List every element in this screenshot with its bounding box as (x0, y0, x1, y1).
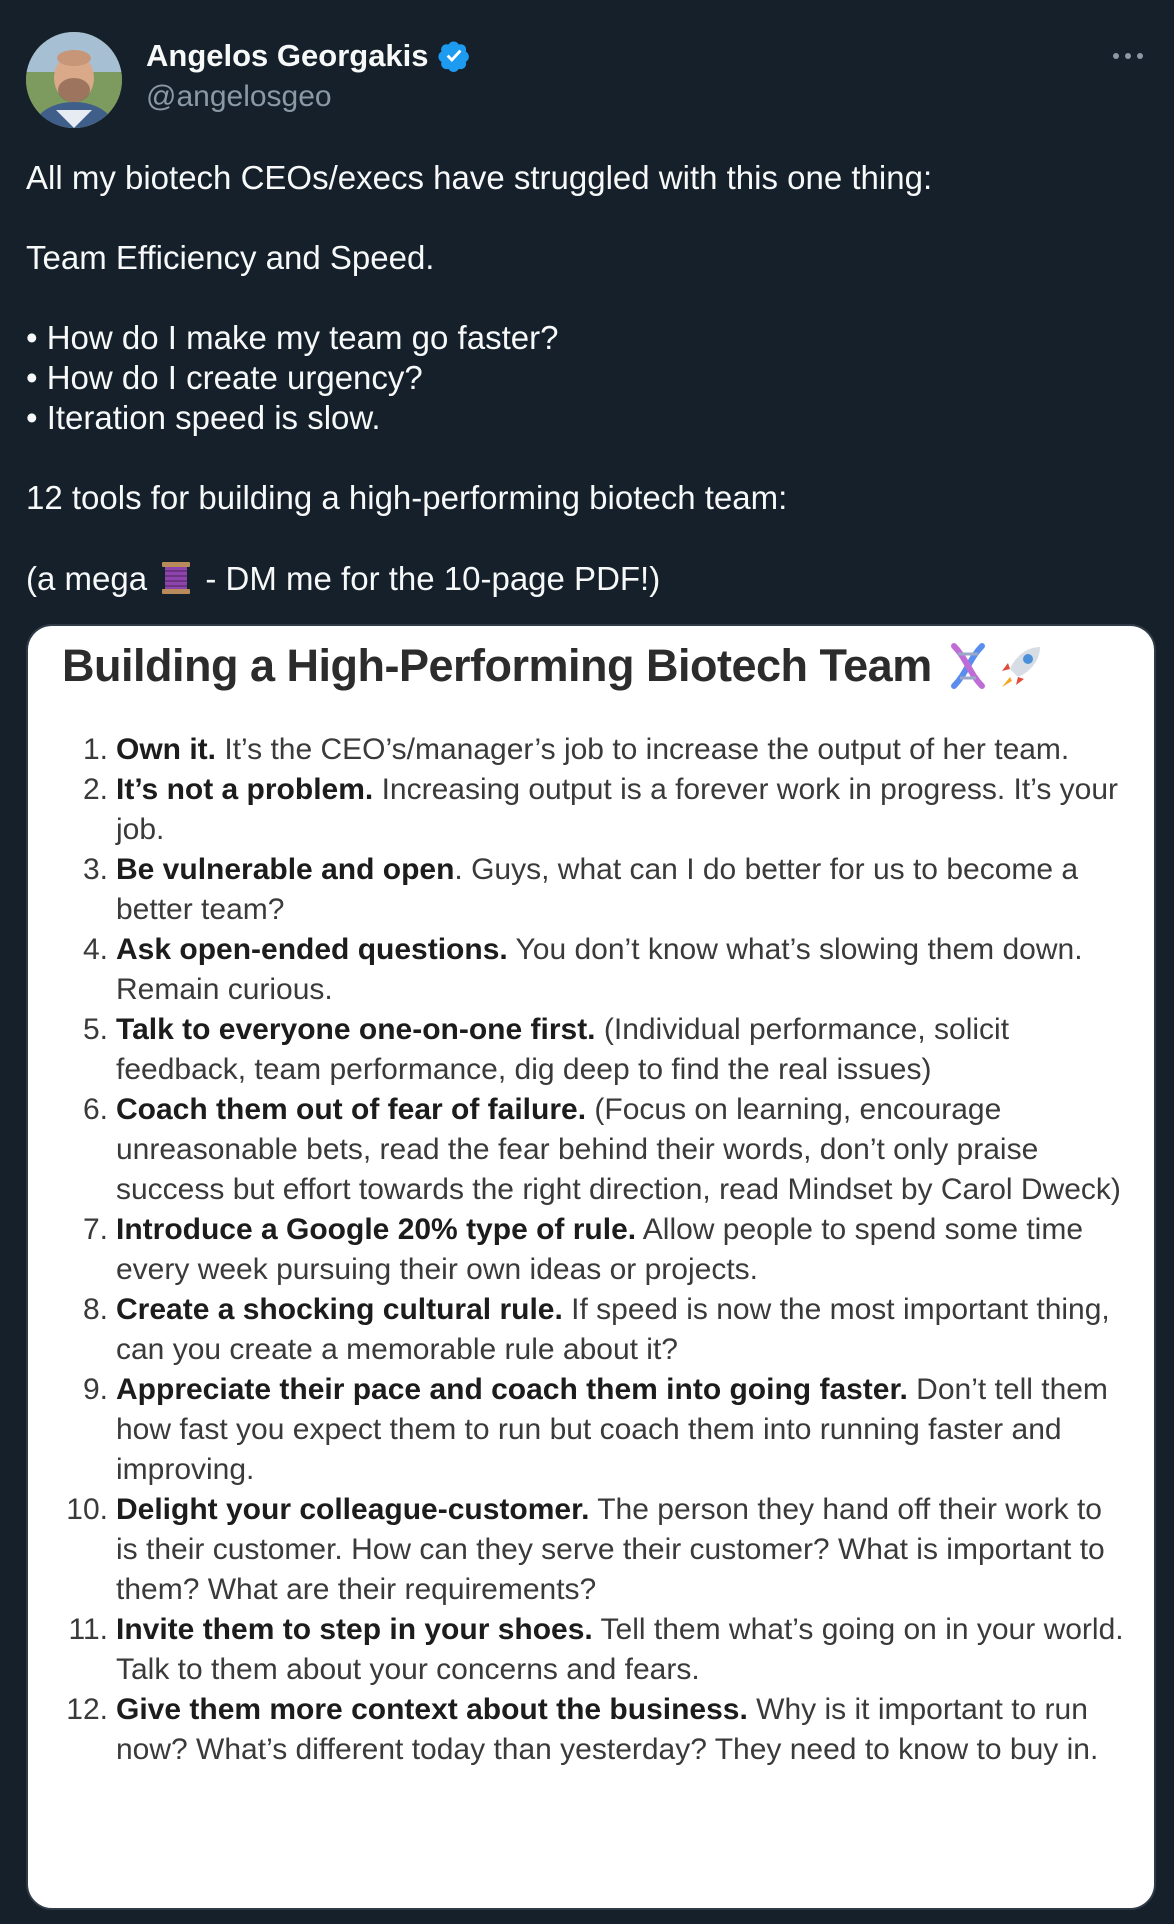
verified-badge-icon (437, 39, 471, 73)
tweet-line-2: Team Efficiency and Speed. (26, 239, 435, 276)
list-item (28, 1370, 1152, 1490)
list-item (28, 1490, 1152, 1610)
list-item-number: 11. (68, 1613, 108, 1646)
list-item-heading: Own it. (116, 733, 216, 766)
author-name-text[interactable]: Angelos Georgakis (146, 38, 429, 73)
list-item-text: Don’t tell them how fast you expect them to run but coach them into running faster and improving. (116, 1373, 1108, 1486)
list-item (28, 930, 1152, 1010)
list-item-text: Increasing output is a forever work in progress. It’s your job. (116, 773, 1119, 846)
list-item (28, 1690, 1152, 1770)
list-item-heading: Introduce a Google 20% type of rule. (116, 1213, 637, 1246)
list-item-number: 6. (82, 1093, 108, 1126)
list-item-text: The person they hand off their work to is their customer. How can they serve their customer? What is important to them? What are their requirements? (116, 1493, 1105, 1606)
tweet-header (26, 32, 1148, 128)
tweet-line-4-before: (a mega (26, 560, 157, 597)
list-item (28, 1210, 1152, 1290)
tweet-line-1: All my biotech CEOs/execs have struggled with this one thing: (26, 159, 933, 196)
list-item-number: 5. (82, 1013, 108, 1046)
tweet-bullet: • How do I make my team go faster? (26, 319, 559, 356)
ellipsis-icon[interactable] (1108, 46, 1148, 66)
list-item-heading: Talk to everyone one-on-one first. (116, 1013, 596, 1046)
list-item-heading: Coach them out of fear of failure. (116, 1093, 587, 1126)
list-item (28, 1090, 1152, 1210)
card-title-text: Building a High-Performing Biotech Team (62, 640, 932, 691)
author-names (146, 38, 471, 114)
list-item-number: 7. (82, 1213, 108, 1246)
tools-list (28, 730, 1152, 1770)
list-item-heading: Give them more context about the business. (116, 1693, 748, 1726)
list-item (28, 850, 1152, 930)
rocket-icon (996, 641, 1046, 691)
list-item-text: If speed is now the most important thing, can you create a memorable rule about it? (116, 1293, 1110, 1366)
list-item (28, 1610, 1152, 1690)
list-item (28, 770, 1152, 850)
avatar[interactable] (26, 32, 122, 128)
author-handle[interactable]: @angelosgeo (146, 80, 332, 113)
tweet-line-4 (26, 558, 1146, 599)
list-item-heading: Delight your colleague-customer. (116, 1493, 590, 1526)
list-item-text: Tell them what’s going on in your world. Talk to them about your concerns and fears. (116, 1613, 1124, 1686)
list-item-heading: Ask open-ended questions. (116, 933, 508, 966)
list-item-text: You don’t know what’s slowing them down. Remain curious. (116, 933, 1083, 1006)
title-icons (946, 641, 1046, 691)
dna-icon (946, 642, 990, 690)
tweet-bullet: • How do I create urgency? (26, 359, 423, 396)
list-item-text: Allow people to spend some time every week pursuing their own ideas or projects. (116, 1213, 1084, 1286)
list-item-number: 9. (82, 1373, 108, 1406)
list-item-number: 10. (66, 1493, 108, 1526)
author-display-name[interactable] (146, 38, 471, 74)
list-item-heading: Invite them to step in your shoes. (116, 1613, 593, 1646)
list-item-number: 2. (82, 773, 108, 806)
tweet-text (26, 158, 1146, 599)
list-item-text: . Guys, what can I do better for us to become a better team? (116, 853, 1079, 926)
list-item-number: 4. (82, 933, 108, 966)
list-item-heading: It’s not a problem. (116, 773, 374, 806)
attached-image-card[interactable] (26, 624, 1156, 1910)
list-item-text: Why is it important to run now? What’s different today than yesterday? They need to know to buy in. (116, 1693, 1099, 1766)
list-item-text: (Focus on learning, encourage unreasonable bets, read the fear behind their words, don’t only praise success but effort towards the right direction, read Mindset by Carol Dweck) (116, 1093, 1121, 1206)
list-item-heading: Be vulnerable and open (116, 853, 455, 886)
list-item-text: (Individual performance, solicit feedback, team performance, dig deep to find the real issues) (116, 1013, 1010, 1086)
tweet-line-4-after: - DM me for the 10-page PDF!) (196, 560, 661, 597)
list-item-number: 3. (82, 853, 108, 886)
list-item-text: It’s the CEO’s/manager’s job to increase the output of her team. (216, 733, 1070, 766)
tweet-line-3: 12 tools for building a high-performing biotech team: (26, 479, 788, 516)
tweet-bullet: • Iteration speed is slow. (26, 399, 381, 436)
thread-spool-icon (156, 558, 196, 598)
profile-photo (26, 32, 122, 128)
list-item-number: 8. (82, 1293, 108, 1326)
list-item (28, 730, 1152, 770)
list-item-heading: Appreciate their pace and coach them into going faster. (116, 1373, 908, 1406)
list-item-number: 1. (82, 733, 108, 766)
list-item (28, 1290, 1152, 1370)
card-title (62, 640, 1046, 692)
list-item-number: 12. (66, 1693, 108, 1726)
list-item (28, 1010, 1152, 1090)
list-item-heading: Create a shocking cultural rule. (116, 1293, 563, 1326)
